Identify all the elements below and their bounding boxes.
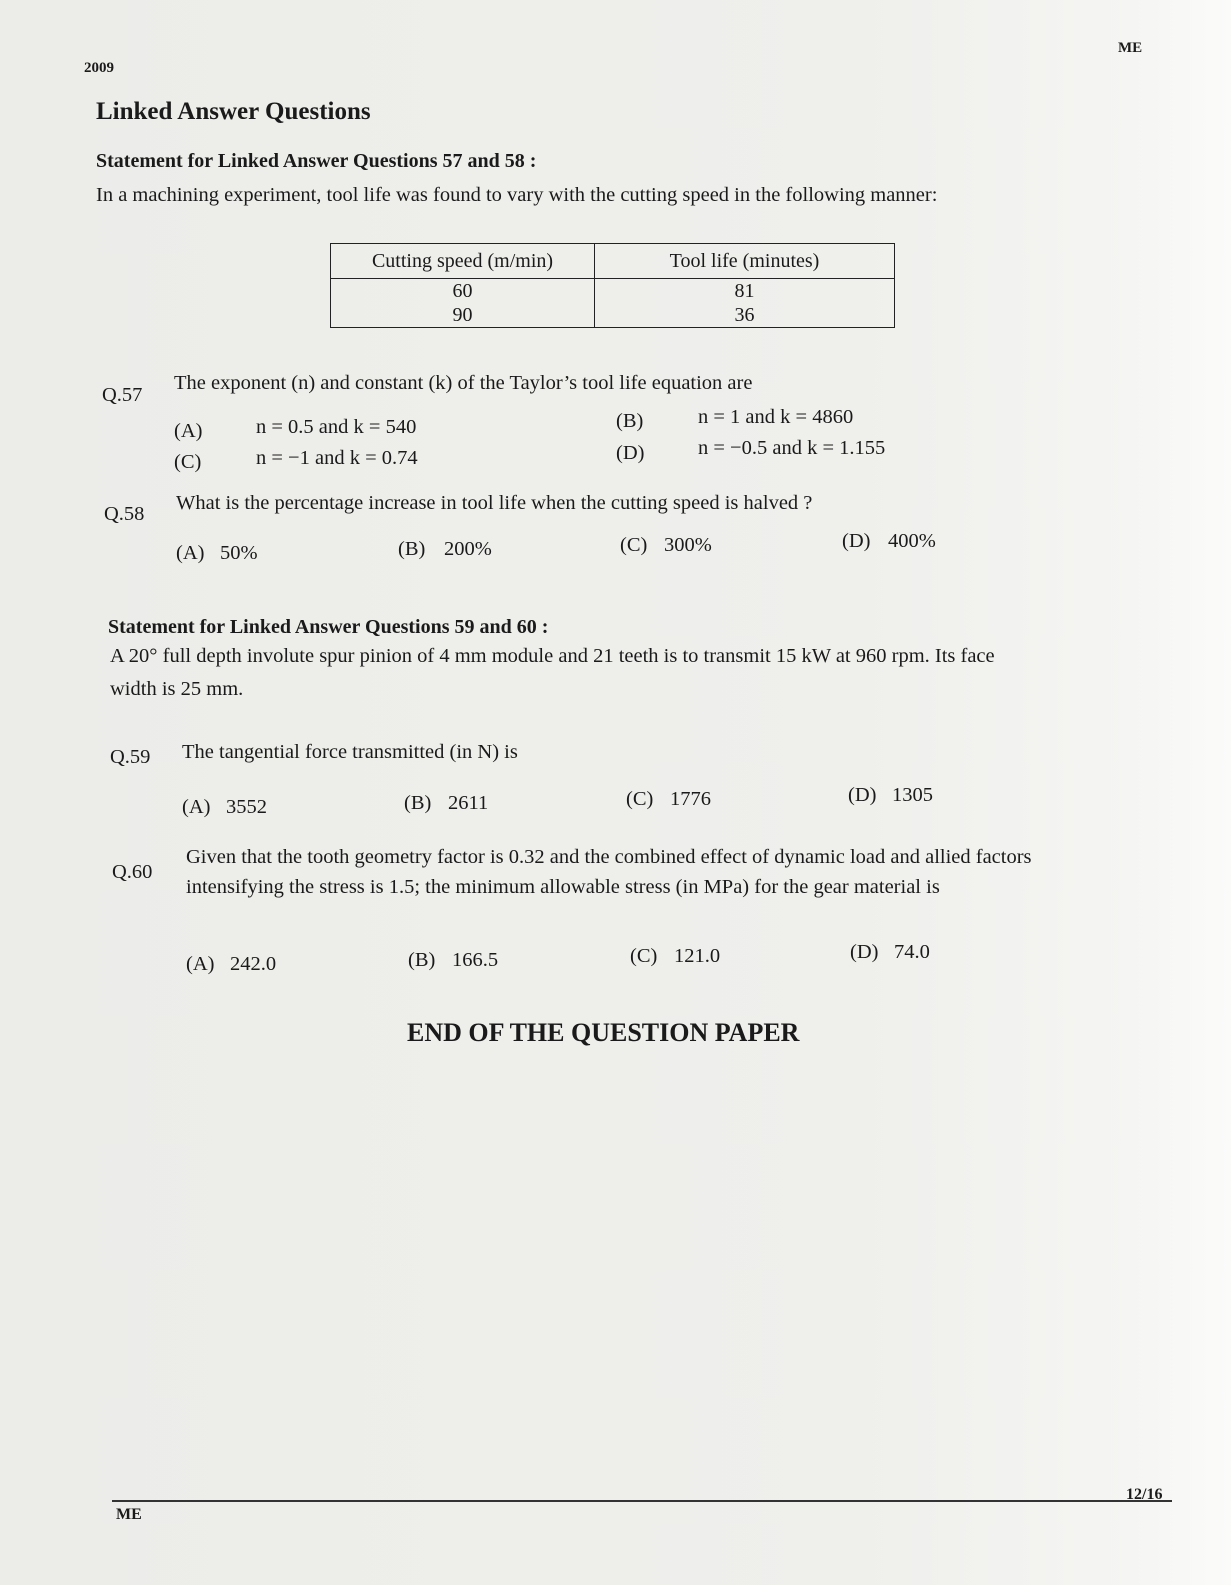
- option-label: (A): [186, 953, 215, 975]
- tool-life-table: [330, 243, 895, 328]
- option-label: (C): [630, 945, 658, 967]
- option-text: 3552: [226, 796, 267, 818]
- table-cell: 81: [595, 279, 895, 304]
- option-label: (D): [616, 442, 645, 464]
- option-label: (D): [850, 941, 879, 963]
- option-label: (A): [182, 796, 211, 818]
- question-text: The tangential force transmitted (in N) is: [182, 741, 518, 763]
- option-text: 50%: [220, 542, 258, 564]
- table-row: [331, 279, 895, 304]
- exam-year: 2009: [84, 60, 114, 76]
- question-text: What is the percentage increase in tool life when the cutting speed is halved ?: [176, 492, 813, 514]
- section-title: Linked Answer Questions: [96, 98, 371, 125]
- end-of-paper-title: END OF THE QUESTION PAPER: [407, 1018, 800, 1047]
- question-number: Q.57: [102, 384, 143, 406]
- option-text: n = −1 and k = 0.74: [256, 447, 418, 469]
- option-label: (B): [404, 792, 432, 814]
- page-number: 12/16: [1126, 1486, 1163, 1503]
- option-text: 2611: [448, 792, 489, 814]
- question-number: Q.58: [104, 503, 145, 525]
- option-text: n = 0.5 and k = 540: [256, 416, 417, 438]
- paper-code-footer: ME: [116, 1506, 142, 1523]
- option-text: 121.0: [674, 945, 721, 967]
- option-text: n = −0.5 and k = 1.155: [698, 437, 886, 459]
- option-label: (C): [626, 788, 654, 810]
- option-text: 200%: [444, 538, 492, 560]
- table-cell: 36: [595, 303, 895, 328]
- option-text: n = 1 and k = 4860: [698, 406, 854, 428]
- option-label: (B): [398, 538, 426, 560]
- option-text: 74.0: [894, 941, 930, 963]
- table-cell: 60: [331, 279, 595, 304]
- option-label: (A): [174, 420, 203, 442]
- statement-title-57-58: Statement for Linked Answer Questions 57 and 58 :: [96, 150, 537, 172]
- option-text: 300%: [664, 534, 712, 556]
- option-label: (C): [174, 451, 202, 473]
- option-label: (C): [620, 534, 648, 556]
- option-text: 1776: [670, 788, 711, 810]
- question-number: Q.60: [112, 861, 153, 883]
- option-label: (B): [408, 949, 436, 971]
- statement-text-59-60-cont: width is 25 mm.: [110, 678, 244, 700]
- option-text: 400%: [888, 530, 936, 552]
- option-text: 166.5: [452, 949, 499, 971]
- option-label: (A): [176, 542, 205, 564]
- question-number: Q.59: [110, 746, 151, 768]
- footer-divider: [112, 1500, 1172, 1502]
- statement-title-59-60: Statement for Linked Answer Questions 59 and 60 :: [108, 616, 549, 638]
- table-header-cell: Tool life (minutes): [595, 244, 895, 279]
- option-label: (B): [616, 410, 644, 432]
- statement-text-59-60: A 20° full depth involute spur pinion of 4 mm module and 21 teeth is to transmit 15 kW at 960 rpm. Its face: [110, 645, 995, 667]
- option-text: 1305: [892, 784, 933, 806]
- statement-text-57-58: In a machining experiment, tool life was found to vary with the cutting speed in the following manner:: [96, 184, 938, 206]
- table-header-cell: Cutting speed (m/min): [331, 244, 595, 279]
- table-row: [331, 303, 895, 328]
- option-text: 242.0: [230, 953, 277, 975]
- table-header-row: [331, 244, 895, 279]
- table-cell: 90: [331, 303, 595, 328]
- option-label: (D): [848, 784, 877, 806]
- option-label: (D): [842, 530, 871, 552]
- question-text: The exponent (n) and constant (k) of the Taylor’s tool life equation are: [174, 372, 753, 394]
- question-text: Given that the tooth geometry factor is 0.32 and the combined effect of dynamic load and allied factors: [186, 846, 1032, 868]
- paper-code-header: ME: [1118, 40, 1143, 56]
- question-text-cont: intensifying the stress is 1.5; the minimum allowable stress (in MPa) for the gear material is: [186, 876, 940, 898]
